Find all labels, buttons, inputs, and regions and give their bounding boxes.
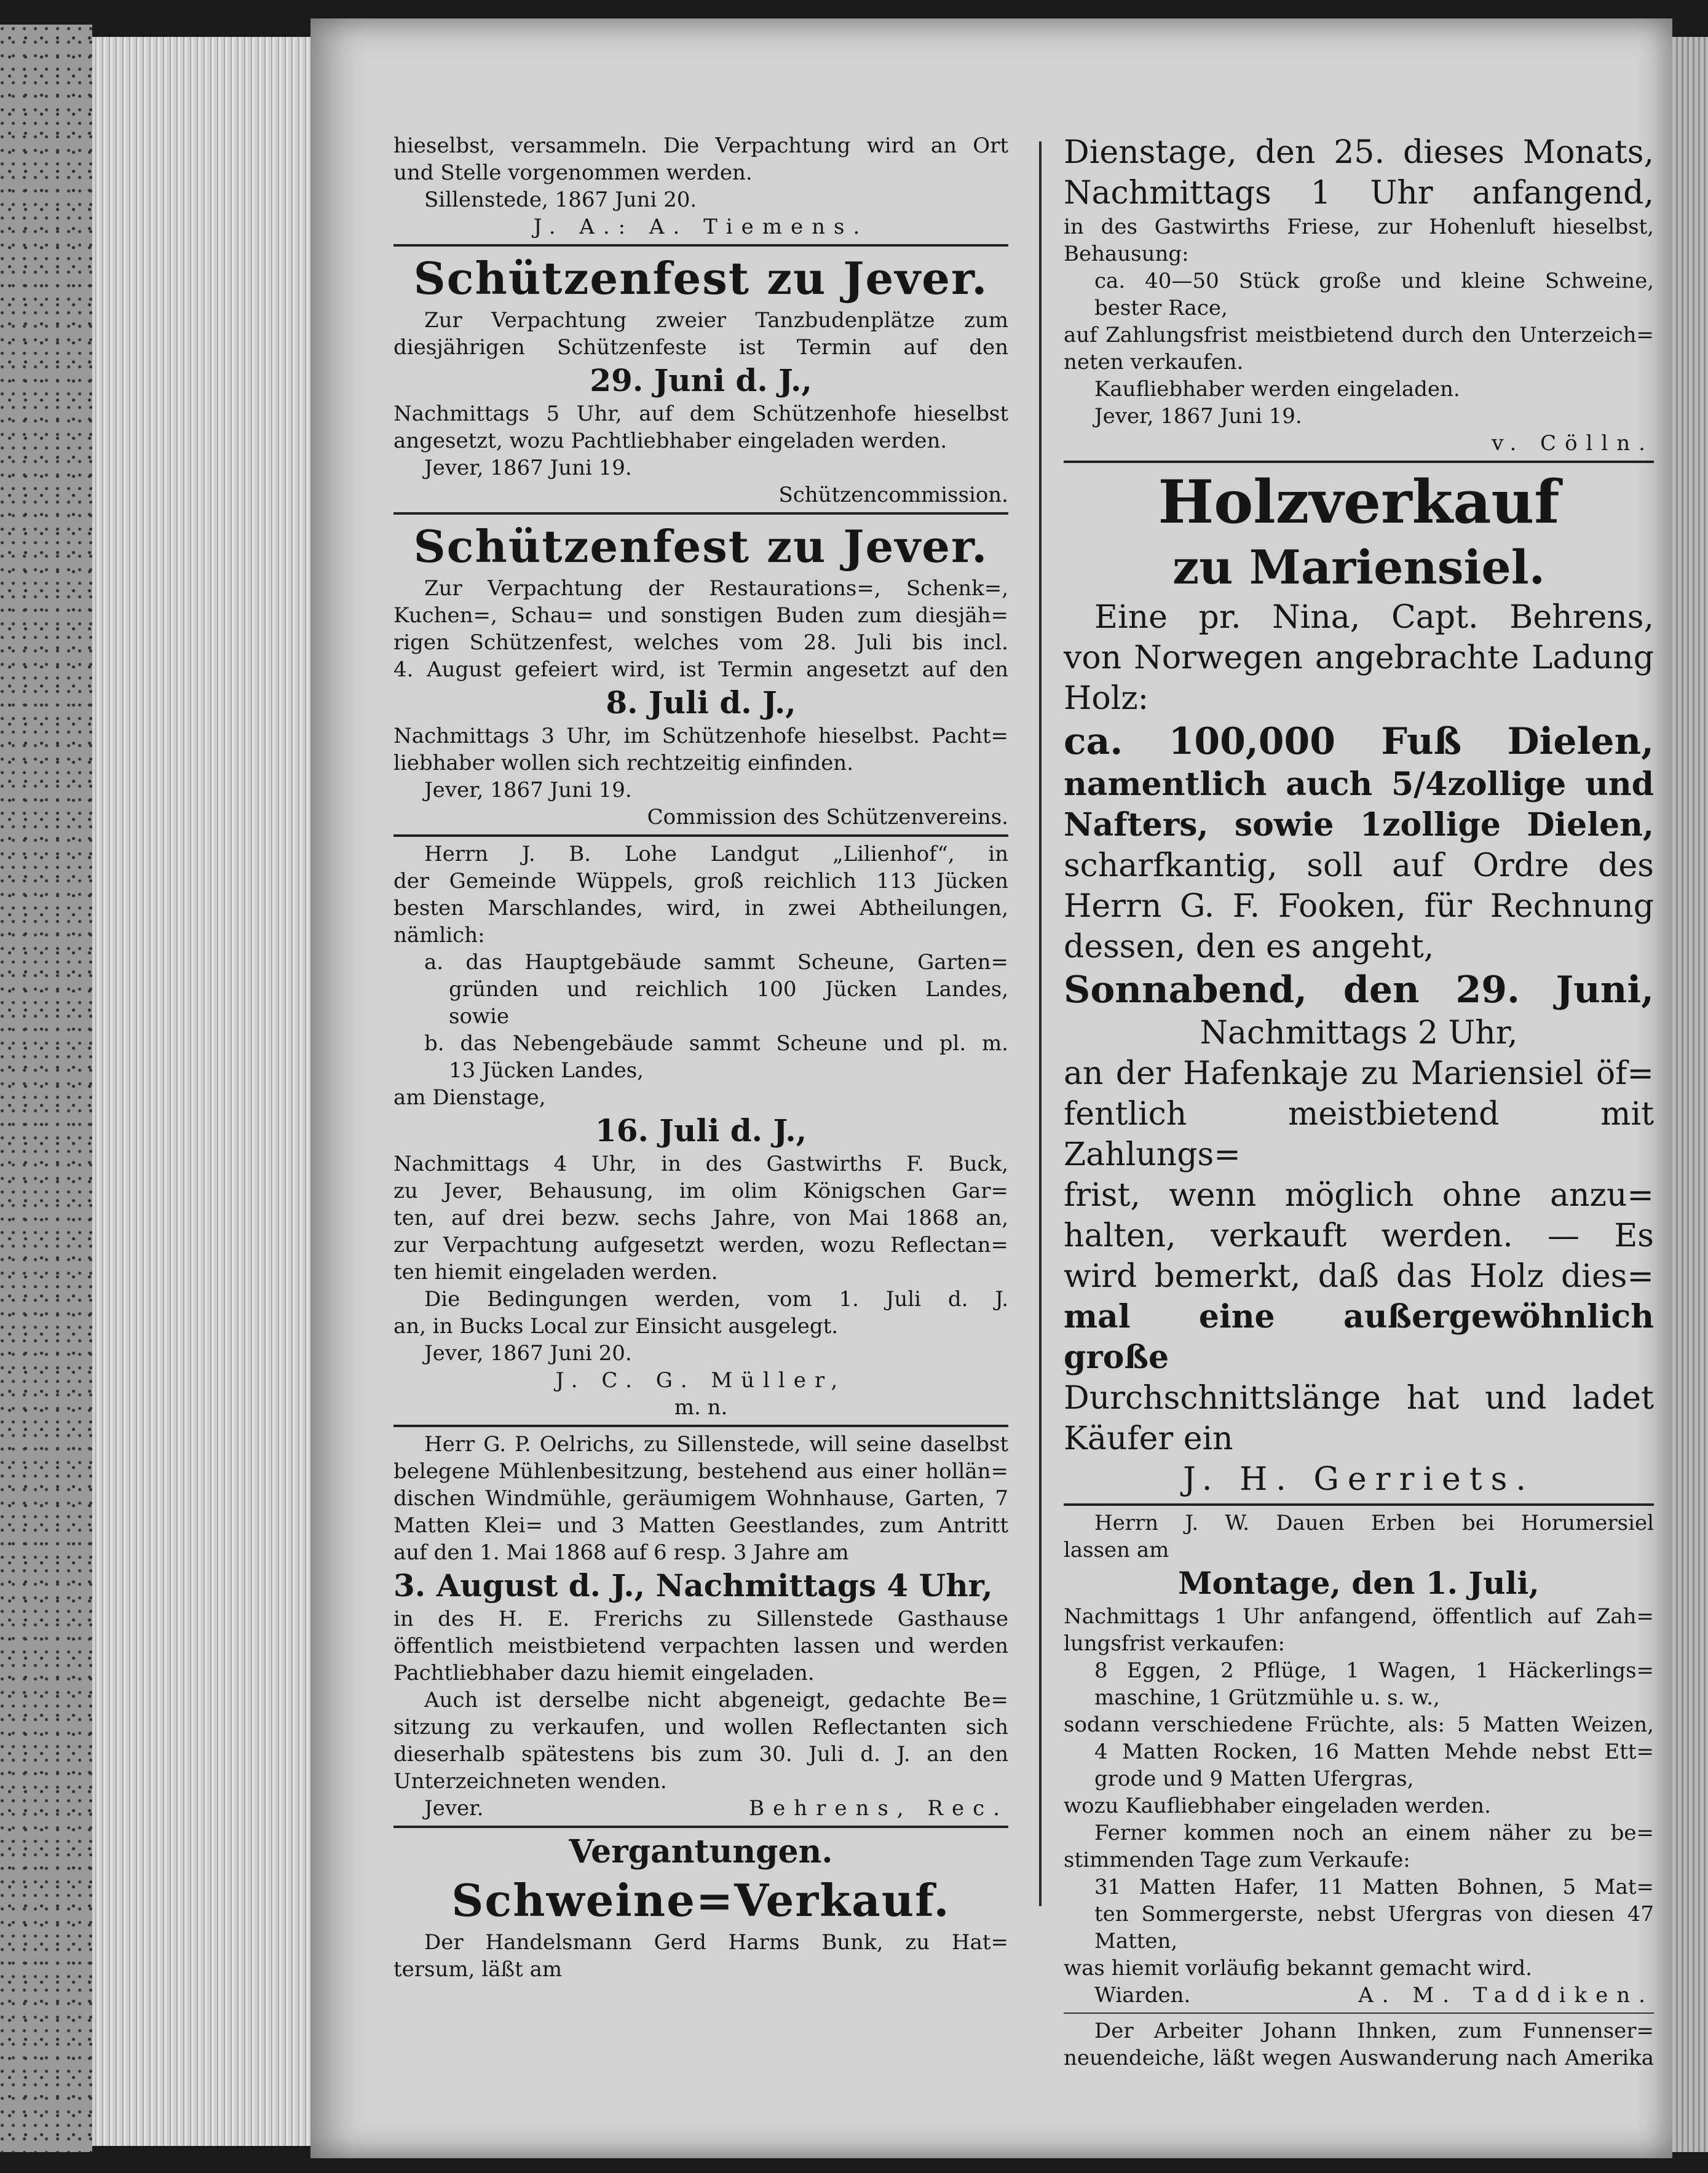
text-line-large: namentlich auch 5/4zollige und: [1064, 766, 1654, 803]
text-line: Herrn J. W. Dauen Erben bei Horumersiel: [1094, 1511, 1654, 1535]
text-line: nämlich:: [393, 923, 485, 948]
notice-title: Schützenfest zu Jever.: [413, 520, 989, 572]
notice-ihnken: [1064, 2017, 1654, 2072]
text-line: 4. August gefeiert wird, ist Termin angesetzt auf den: [393, 657, 1008, 682]
text-line: Pachtliebhaber dazu hiemit eingeladen.: [393, 1661, 815, 1685]
signature: J. C. G. Müller,: [555, 1368, 847, 1393]
notice-muehlenbesitzung: [393, 1431, 1008, 1822]
text-line: stimmenden Tage zum Verkaufe:: [1064, 1848, 1410, 1872]
text-line-large: Herrn G. F. Fooken, für Rechnung: [1064, 888, 1654, 925]
notice-date: 16. Juli d. J.,: [595, 1112, 807, 1149]
text-line: liebhaber wollen sich rechtzeitig einfinden.: [393, 751, 854, 775]
text-line: wozu Kaufliebhaber eingeladen werden.: [1064, 1794, 1491, 1818]
text-line: Der Arbeiter Johann Ihnken, zum Funnenser=: [1094, 2019, 1654, 2043]
text-line: der Gemeinde Wüppels, groß reichlich 113 Jücken: [393, 869, 1008, 893]
section-vergantungen: [393, 1832, 1008, 1983]
signature: Behrens, Rec.: [749, 1796, 1008, 1821]
text-line-large: Dienstage, den 25. dieses Monats,: [1064, 134, 1654, 171]
text-line: Behausung:: [1064, 242, 1189, 266]
place-date: Jever, 1867 Juni 19.: [424, 456, 632, 480]
text-line: sodann verschiedene Früchte, als: 5 Matten Weizen,: [1064, 1712, 1654, 1737]
text-line: an, in Bucks Local zur Einsicht ausgelegt.: [393, 1314, 839, 1339]
text-line-large: halten, verkauft werden. — Es: [1064, 1217, 1654, 1254]
bold-line: ca. 100,000 Fuß Dielen,: [1064, 720, 1654, 763]
text-line-large: mal eine außergewöhnlich große: [1064, 1298, 1654, 1376]
list-item: sowie: [449, 1004, 510, 1029]
signature: J. H. Gerriets.: [1183, 1461, 1535, 1498]
notice-schuetzenfest-2: [393, 518, 1008, 831]
notice-title: Schützenfest zu Jever.: [413, 252, 989, 304]
text-line: ca. 40—50 Stück große und kleine Schweine,: [1094, 269, 1654, 293]
section-title: Vergantungen.: [569, 1833, 833, 1870]
signature: A. M. Taddiken.: [1358, 1983, 1654, 2008]
text-line: zur Verpachtung aufgesetzt werden, wozu Reflectan=: [393, 1233, 1008, 1257]
list-item: a. das Hauptgebäude sammt Scheune, Garten=: [424, 950, 1008, 975]
text-line: Nachmittags 5 Uhr, auf dem Schützenhofe hieselbst: [393, 402, 1008, 426]
text-line: diesjährigen Schützenfeste ist Termin auf den: [393, 335, 1008, 360]
notice-date: 29. Juni d. J.,: [590, 362, 812, 398]
text-line: ten, auf drei bezw. sechs Jahre, von Mai 1868 an,: [393, 1206, 1008, 1230]
text-line: hieselbst, versammeln. Die Verpachtung wird an Ort: [393, 133, 1008, 158]
place-date: Jever, 1867 Juni 20.: [424, 1341, 632, 1366]
separator: [1064, 1503, 1654, 1506]
text-line: rigen Schützenfest, welches vom 28. Juli bis incl.: [393, 630, 1008, 655]
text-line: ten Sommergerste, nebst Ufergras von diesen 47: [1094, 1902, 1654, 1926]
text-line-large: Nachmittags 1 Uhr anfangend,: [1064, 175, 1654, 212]
text-line: Kaufliebhaber werden eingeladen.: [1094, 377, 1460, 402]
text-line: Nachmittags 3 Uhr, im Schützenhofe hieselbst. Pacht=: [393, 724, 1008, 748]
place-date: Jever, 1867 Juni 19.: [424, 778, 632, 802]
text-line: Matten,: [1094, 1929, 1178, 1953]
text-line: am Dienstage,: [393, 1085, 546, 1110]
text-line: Ferner kommen noch an einem näher zu be=: [1094, 1821, 1654, 1845]
text-line: Zur Verpachtung der Restaurations=, Schenk=,: [424, 576, 1008, 601]
place: Wiarden.: [1094, 1983, 1191, 2008]
text-line: tersum, läßt am: [393, 1957, 563, 1982]
notice-title: Holzverkauf: [1158, 467, 1560, 537]
notice-schweine-fortsetzung: [1064, 132, 1654, 457]
text-line: Der Handelsmann Gerd Harms Bunk, zu Hat=: [424, 1930, 1008, 1955]
text-line-large: Holz:: [1064, 680, 1149, 717]
list-item: gründen und reichlich 100 Jücken Landes,: [449, 977, 1008, 1002]
text-line: neten verkaufen.: [1064, 350, 1244, 374]
text-line: in des Gastwirths Friese, zur Hohenluft hieselbst,: [1064, 215, 1654, 239]
text-line-large: scharfkantig, soll auf Ordre des: [1064, 847, 1654, 884]
text-line: auf den 1. Mai 1868 auf 6 resp. 3 Jahre am: [393, 1540, 849, 1565]
text-line: sitzung zu verkaufen, und wollen Reflectanten sich: [393, 1715, 1008, 1740]
signature: Commission des Schützenvereins.: [647, 805, 1008, 829]
place-date: Jever, 1867 Juni 19.: [1094, 404, 1302, 429]
text-line-large: Durchschnittslänge hat und ladet: [1064, 1380, 1654, 1417]
separator: [393, 512, 1008, 515]
text-line: öffentlich meistbietend verpachten lassen und werden: [393, 1634, 1008, 1658]
notice-verpachtung-sillenstede: [393, 132, 1008, 240]
text-line-large: Eine pr. Nina, Capt. Behrens,: [1094, 599, 1654, 636]
text-line-large: an der Hafenkaje zu Mariensiel öf=: [1064, 1055, 1654, 1092]
notice-date: Sonnabend, den 29. Juni,: [1064, 968, 1654, 1011]
page-edges: [92, 37, 314, 2146]
text-line: was hiemit vorläufig bekannt gemacht wird.: [1064, 1956, 1532, 1981]
text-line: besten Marschlandes, wird, in zwei Abtheilungen,: [393, 896, 1008, 920]
place-date: Sillenstede, 1867 Juni 20.: [424, 188, 697, 212]
list-item: 13 Jücken Landes,: [449, 1058, 644, 1083]
right-page-edge: [1672, 37, 1708, 2152]
right-column: [1064, 132, 1654, 2072]
text-line-large: von Norwegen angebrachte Ladung: [1064, 639, 1654, 676]
text-line: auf Zahlungsfrist meistbietend durch den Unterzeich=: [1064, 323, 1654, 347]
notice-date: 3. August d. J., Nachmittags 4 Uhr,: [393, 1567, 993, 1604]
text-line: Matten Klei= und 3 Matten Geestlandes, zum Antritt: [393, 1513, 1008, 1538]
signature-note: m. n.: [674, 1395, 728, 1420]
text-line: bester Race,: [1094, 296, 1228, 320]
text-line-large: wird bemerkt, daß das Holz dies=: [1064, 1258, 1654, 1295]
text-line: Auch ist derselbe nicht abgeneigt, gedachte Be=: [424, 1688, 1008, 1712]
text-line: Unterzeichneten wenden.: [393, 1769, 667, 1794]
notice-lilienhof: [393, 841, 1008, 1421]
text-line: belegene Mühlenbesitzung, bestehend aus einer hollän=: [393, 1459, 1008, 1484]
text-line: Herr G. P. Oelrichs, zu Sillenstede, will seine daselbst: [424, 1432, 1008, 1457]
text-line-large: frist, wenn möglich ohne anzu=: [1064, 1177, 1654, 1214]
text-line: Zur Verpachtung zweier Tanzbudenplätze zum: [424, 308, 1008, 333]
text-line: lungsfrist verkaufen:: [1064, 1631, 1285, 1656]
text-line: 31 Matten Hafer, 11 Matten Bohnen, 5 Mat=: [1094, 1875, 1654, 1899]
text-line: in des H. E. Frerichs zu Sillenstede Gasthause: [393, 1607, 1008, 1631]
text-line: dischen Windmühle, geräumigem Wohnhause, Garten, 7: [393, 1486, 1008, 1511]
text-line: 8 Eggen, 2 Pflüge, 1 Wagen, 1 Häckerlings=: [1094, 1658, 1654, 1683]
notice-schuetzenfest-1: [393, 250, 1008, 509]
text-line: grode und 9 Matten Ufergras,: [1094, 1767, 1414, 1791]
separator: [1064, 2013, 1654, 2014]
notice-date: Montage, den 1. Juli,: [1178, 1565, 1540, 1601]
text-line: angesetzt, wozu Pachtliebhaber eingeladen werden.: [393, 429, 947, 453]
notice-dauen-erben: [1064, 1510, 1654, 2009]
signature: Schützencommission.: [778, 483, 1008, 507]
separator: [393, 244, 1008, 247]
notice-date: 8. Juli d. J.,: [606, 684, 796, 721]
signature: J. A.: A. Tiemens.: [533, 215, 869, 239]
separator: [393, 1425, 1008, 1427]
notice-time: Nachmittags 2 Uhr,: [1200, 1015, 1518, 1051]
text-line-large: Nafters, sowie 1zollige Dielen,: [1064, 806, 1654, 844]
notice-holzverkauf: [1064, 467, 1654, 1500]
separator: [1064, 461, 1654, 463]
text-line: Herrn J. B. Lohe Landgut „Lilienhof“, in: [424, 842, 1008, 866]
signature-row: [393, 1795, 1008, 1822]
notice-title: Schweine=Verkauf.: [451, 1874, 951, 1926]
text-line: lassen am: [1064, 1538, 1169, 1562]
text-line: maschine, 1 Grützmühle u. s. w.,: [1094, 1685, 1440, 1710]
text-line: Nachmittags 1 Uhr anfangend, öffentlich auf Zah=: [1064, 1604, 1654, 1629]
text-line-large: dessen, den es angeht,: [1064, 928, 1434, 965]
signature: v. Cölln.: [1492, 431, 1654, 456]
left-column: [393, 132, 1008, 1983]
text-line: Nachmittags 4 Uhr, in des Gastwirths F. Buck,: [393, 1152, 1008, 1176]
text-line: und Stelle vorgenommen werden.: [393, 160, 753, 185]
text-line: zu Jever, Behausung, im olim Königschen Gar=: [393, 1179, 1008, 1203]
text-line: Kuchen=, Schau= und sonstigen Buden zum diesjäh=: [393, 603, 1008, 628]
signature-row: [1064, 1982, 1654, 2009]
text-line-large: Käufer ein: [1064, 1420, 1233, 1457]
text-line: neuendeiche, läßt wegen Auswanderung nach Amerika: [1064, 2046, 1654, 2070]
notice-subtitle: zu Mariensiel.: [1172, 540, 1546, 595]
text-line: dieserhalb spätestens bis zum 30. Juli d. J. an den: [393, 1742, 1008, 1767]
text-line: Die Bedingungen werden, vom 1. Juli d. J.: [424, 1287, 1008, 1312]
separator: [393, 834, 1008, 837]
place: Jever.: [424, 1796, 484, 1821]
column-divider: [1039, 141, 1042, 1906]
list-item: b. das Nebengebäude sammt Scheune und pl. m.: [424, 1031, 1008, 1056]
separator: [393, 1826, 1008, 1828]
book-spine: [0, 25, 92, 2152]
text-line: ten hiemit eingeladen werden.: [393, 1260, 718, 1284]
text-line-large: fentlich meistbietend mit Zahlungs=: [1064, 1096, 1654, 1173]
text-line: 4 Matten Rocken, 16 Matten Mehde nebst Ett=: [1094, 1740, 1654, 1764]
